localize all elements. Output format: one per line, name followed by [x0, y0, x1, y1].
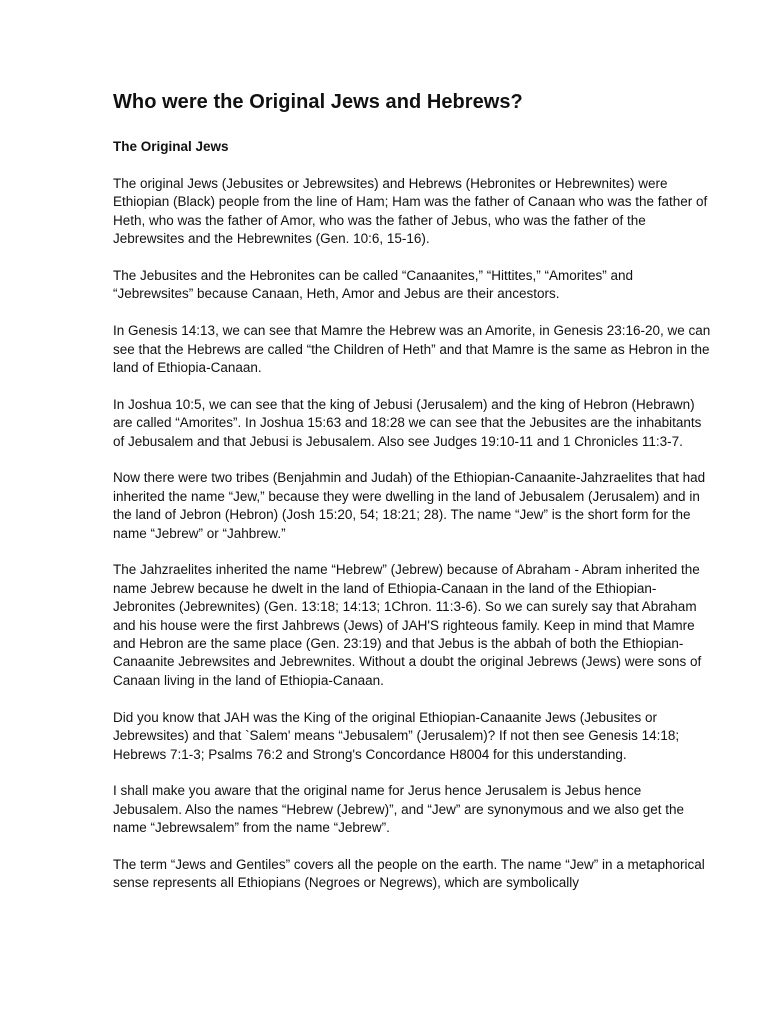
- paragraph: I shall make you aware that the original name for Jerus hence Jerusalem is Jebus hence Jebusalem. Also the names “Hebrew (Jebrew)”, and “Jew” are synonymous and we also get the name “Jebrewsalem” from the name “Jebrew”.: [113, 783, 685, 836]
- document-body: [113, 175, 711, 911]
- paragraph: The Jahzraelites inherited the name “Hebrew” (Jebrew) because of Abraham - Abram inherited the name Jebrew because he dwelt in the land of Ethiopia-Canaan in the land of the Ethiopian-Jebronites (Jebrewnites) (Gen. 13:18; 14:13; 1Chron. 11:3-6). So we can surely say that Abraham and his house were the first Jahbrews (Jews) of JAH'S righteous family. Keep in mind that Mamre and Hebron are the same place (Gen. 23:19) and that Jebus is the abbah of both the Ethiopian-Canaanite Jebrewsites and Jebrewnites. Without a doubt the original Jebrews (Jews) were sons of Canaan living in the land of Ethiopia-Canaan.: [113, 562, 702, 688]
- paragraph: The original Jews (Jebusites or Jebrewsites) and Hebrews (Hebronites or Hebrewnites) were Ethiopian (Black) people from the line of Ham; Ham was the father of Canaan who was the father of Heth, who was the father of Amor, who was the father of Jebus, who was the father of the Jebrewsites and the Hebrewnites (Gen. 10:6, 15-16).: [113, 176, 708, 247]
- section-heading: The Original Jews: [113, 139, 229, 154]
- paragraph: Now there were two tribes (Benjahmin and Judah) of the Ethiopian-Canaanite-Jahzraelites that had inherited the name “Jew,” because they were dwelling in the land of Jebusalem (Jerusalem) and in the land of Jebron (Hebron) (Josh 15:20, 54; 18:21; 28). The name “Jew” is the short form for the name “Jebrew” or “Jahbrew.”: [113, 470, 706, 541]
- paragraph: The term “Jews and Gentiles” covers all the people on the earth. The name “Jew” in a metaphorical sense represents all Ethiopians (Negroes or Negrews), which are symbolically: [113, 856, 705, 891]
- paragraph: In Joshua 10:5, we can see that the king of Jebusi (Jerusalem) and the king of Hebron (Hebrawn) are called “Amorites”. In Joshua 15:63 and 18:28 we can see that the Jebusites are the inhabitants of Jebusalem and that Jebusi is Jebusalem. Also see Judges 19:10-11 and 1 Chronicles 11:3-7.: [113, 396, 702, 449]
- document-title: Who were the Original Jews and Hebrews?: [113, 91, 523, 113]
- paragraph: In Genesis 14:13, we can see that Mamre the Hebrew was an Amorite, in Genesis 23:16-20, we can see that the Hebrews are called “the Children of Heth” and that Mamre is the same as Hebron in the land of Ethiopia-Canaan.: [113, 323, 711, 376]
- paragraph: The Jebusites and the Hebronites can be called “Canaanites,” “Hittites,” “Amorites” and “Jebrewsites” because Canaan, Heth, Amor and Jebus are their ancestors.: [113, 268, 634, 302]
- paragraph: Did you know that JAH was the King of the original Ethiopian-Canaanite Jews (Jebusites or Jebrewsites) and that `Salem' means “Jebusalem” (Jerusalem)? If not then see Genesis 14:18; Hebrews 7:1-3; Psalms 76:2 and Strong's Concordance H8004 for this understanding.: [113, 709, 680, 762]
